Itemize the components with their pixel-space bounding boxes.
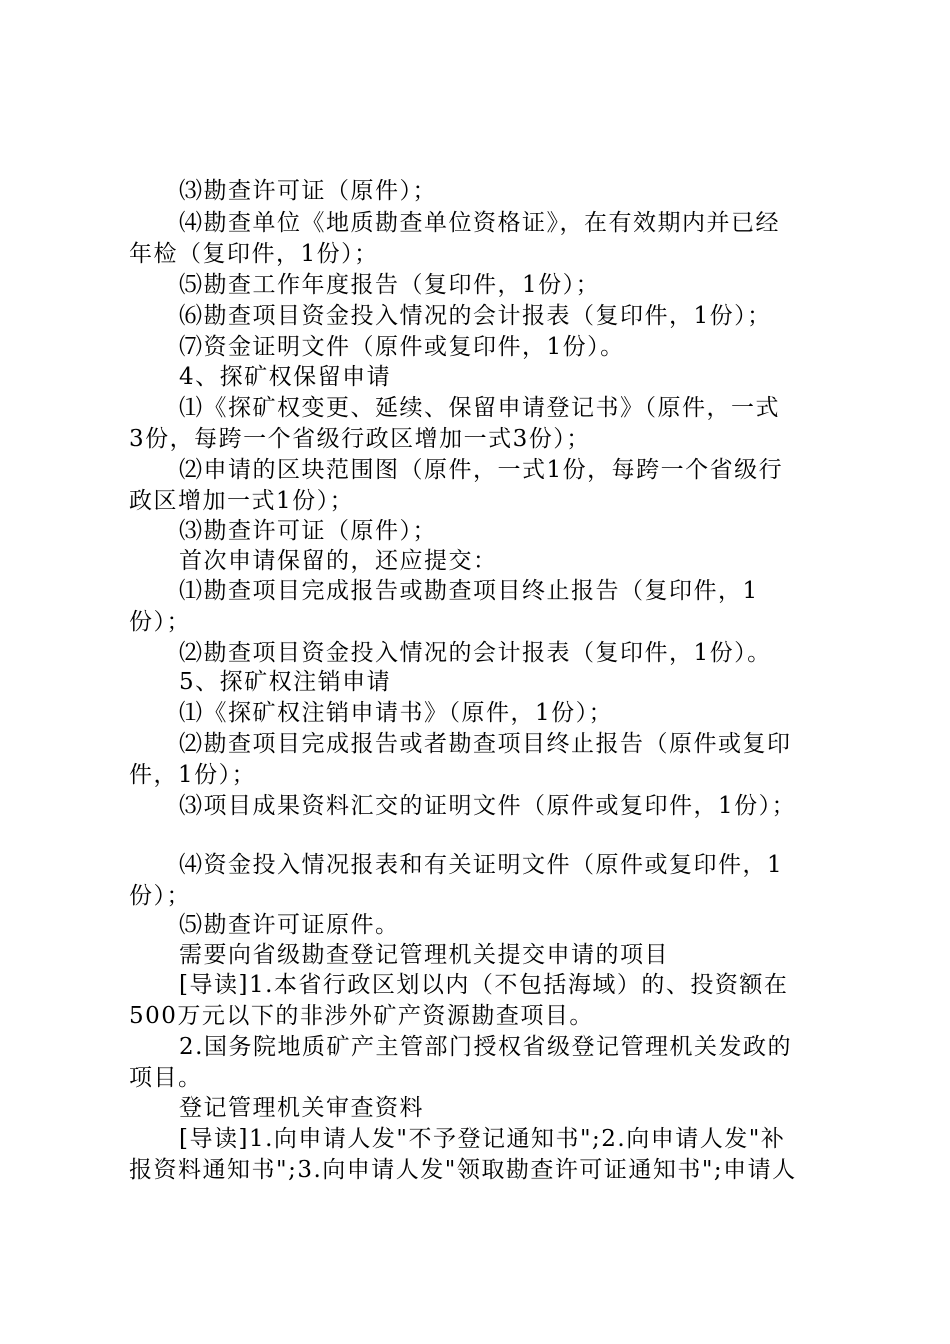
text-line: 份）； bbox=[129, 883, 191, 909]
text-line: 政区增加一式1份）； bbox=[129, 488, 355, 514]
text-line: ⑵申请的区块范围图（原件，一式1份，每跨一个省级行 bbox=[179, 457, 784, 483]
text-line: ⑸勘查工作年度报告（复印件，1份）； bbox=[179, 272, 601, 298]
text-line: ⑴《探矿权变更、延续、保留申请登记书》（原件，一式 bbox=[179, 395, 780, 421]
text-line: ⑶勘查许可证（原件）； bbox=[179, 178, 437, 204]
section-heading: 4、探矿权保留申请 bbox=[179, 364, 392, 390]
text-line: 项目。 bbox=[129, 1065, 203, 1091]
text-line: [导读]1.本省行政区划以内（不包括海域）的、投资额在 bbox=[179, 972, 789, 998]
text-line: ⑷勘查单位《地质勘查单位资格证》，在有效期内并已经 bbox=[179, 210, 780, 236]
text-line: 首次申请保留的，还应提交： bbox=[179, 548, 498, 574]
text-line: ⑺资金证明文件（原件或复印件，1份）。 bbox=[179, 334, 625, 360]
section-heading: 5、探矿权注销申请 bbox=[179, 669, 392, 695]
section-heading: 登记管理机关审查资料 bbox=[179, 1095, 424, 1121]
text-line: ⑶勘查许可证（原件）； bbox=[179, 518, 437, 544]
text-line: ⑹勘查项目资金投入情况的会计报表（复印件，1份）； bbox=[179, 303, 772, 329]
text-line: ⑴《探矿权注销申请书》（原件，1份）； bbox=[179, 700, 614, 726]
text-line: ⑶项目成果资料汇交的证明文件（原件或复印件，1份）； bbox=[179, 793, 797, 819]
text-line: 3份，每跨一个省级行政区增加一式3份）； bbox=[129, 426, 591, 452]
section-heading: 需要向省级勘查登记管理机关提交申请的项目 bbox=[179, 942, 669, 968]
text-line: ⑵勘查项目资金投入情况的会计报表（复印件，1份）。 bbox=[179, 640, 772, 666]
text-line: 2.国务院地质矿产主管部门授权省级登记管理机关发政的 bbox=[179, 1034, 792, 1060]
text-line: 年检（复印件，1份）； bbox=[129, 241, 379, 267]
text-line: 件，1份）； bbox=[129, 762, 257, 788]
text-line: ⑴勘查项目完成报告或勘查项目终止报告（复印件，1 bbox=[179, 578, 759, 604]
text-line: [导读]1.向申请人发"不予登记通知书";2.向申请人发"补 bbox=[179, 1126, 786, 1152]
text-line: 报资料通知书";3.向申请人发"领取勘查许可证通知书";申请人 bbox=[129, 1157, 797, 1183]
text-line: ⑸勘查许可证原件。 bbox=[179, 912, 400, 938]
text-line: 份）； bbox=[129, 609, 191, 635]
text-line: ⑵勘查项目完成报告或者勘查项目终止报告（原件或复印 bbox=[179, 731, 792, 757]
text-line: ⑷资金投入情况报表和有关证明文件（原件或复印件，1 bbox=[179, 852, 784, 878]
text-line: 500万元以下的非涉外矿产资源勘查项目。 bbox=[129, 1003, 594, 1029]
